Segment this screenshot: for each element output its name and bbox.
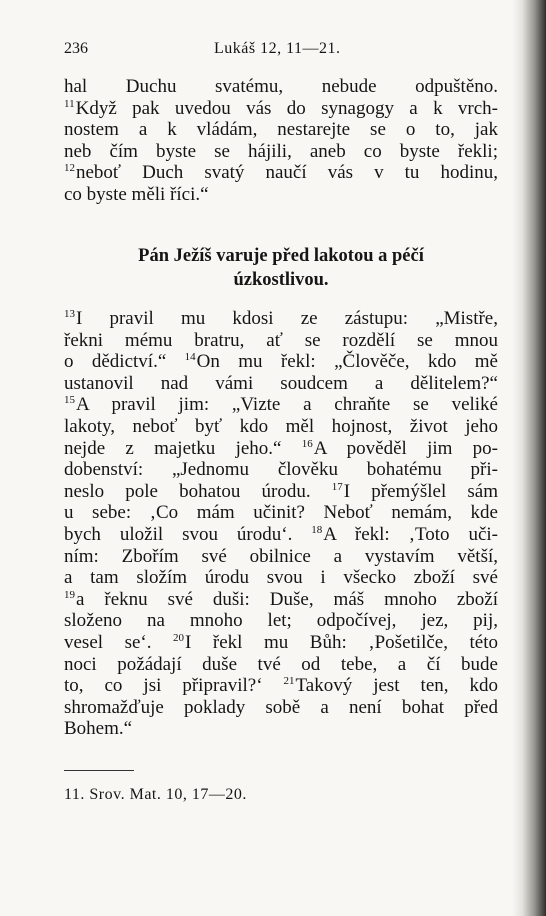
verse-number: 19 [64,588,75,601]
verse-text: Bohem.“ [64,718,133,740]
section-heading-line-1: Pán Ježíš varuje před lakotou a péčí [138,246,424,266]
top-paragraph-line [64,98,498,120]
verse-text: I pravil mu kdosi ze zástupu: „Mistře, [76,308,498,329]
body-paragraph-line [64,675,498,697]
body-paragraph-line [64,416,498,438]
verse-text: neboť Duch svatý naučí vás v tu hodinu, [76,162,498,183]
running-head: Lukáš 12, 11—21. [214,40,341,57]
verse-number: 16 [301,437,313,450]
top-paragraph-line [64,162,498,184]
verse-number: 17 [331,480,343,493]
verse-text: On mu řekl: „Člověče, kdo mě [196,351,498,373]
top-paragraph-line [64,141,498,163]
body-paragraph-line [64,373,498,395]
verse-number: 12 [64,162,75,174]
verse-text: neb čím byste se hájili, aneb co byste řekli; [64,140,498,162]
body-paragraph-line [64,351,498,373]
section-heading-line-2: úzkostlivou. [233,270,329,290]
verse-number: 13 [64,308,75,320]
verse-text: A řekl: ‚Toto uči- [323,523,498,545]
body-paragraph-line [64,610,498,632]
verse-number: 14 [184,351,196,364]
body-paragraph-line [64,394,498,416]
body-paragraph-line [64,632,498,654]
verse-text: hal Duchu svatému, nebude odpuštěno. [64,76,498,97]
verse-text: nostem a k vládám, nestarejte se o to, jak [64,119,498,140]
body-paragraph-line [64,654,498,676]
body-paragraph-line [64,567,498,589]
page-header [64,40,494,64]
verse-number: 15 [64,394,75,407]
top-paragraph-line [64,184,498,206]
top-paragraph-line [64,76,498,98]
top-paragraph [64,76,498,205]
page-number: 236 [64,40,88,57]
verse-text: I přemýšlel sám [343,480,498,502]
verse-text: ustanovil nad vámi soudcem a dělitelem?“ [64,372,498,394]
verse-text: dobenství: „Jednomu člověku bohatému při- [64,459,498,481]
footnote: 11. Srov. Mat. 10, 17—20. [64,786,247,803]
footnote-divider [64,770,134,771]
body-paragraph-line [64,481,498,503]
verse-text: A pravil jim: „Vizte a chraňte se veliké [76,394,498,416]
body-paragraph-line [64,524,498,546]
top-paragraph-line [64,119,498,141]
verse-number: 20 [173,631,185,644]
body-paragraph-line [64,589,498,611]
verse-number: 18 [311,523,323,536]
verse-number: 21 [283,675,295,688]
body-paragraph-line [64,718,498,740]
verse-text: a řeknu své duši: Duše, máš mnoho zboží [76,588,498,610]
verse-text: noci požádají duše tvé od tebe, a čí bude [64,653,498,675]
body-paragraph-line [64,330,498,352]
verse-text: shromažďuje poklady sobě a není bohat před [64,696,498,718]
verse-text: ním: Zbořím své obilnice a vystavím větší, [64,545,498,567]
verse-text: Takový jest ten, kdo [295,675,498,697]
body-paragraph-line [64,697,498,719]
body-paragraph-line [64,546,498,568]
verse-text: A pověděl jim po- [313,437,498,459]
body-paragraph-line [64,502,498,524]
verse-text: a tam složím úrodu svou i všecko zboží své [64,567,498,589]
verse-text: to, co jsi připravil?‘ [64,675,284,697]
verse-text: o dědictví.“ [64,351,185,373]
body-paragraph [64,308,498,740]
verse-text: I řekl mu Bůh: ‚Pošetilče, této [185,631,498,653]
verse-text: nejde z majetku jeho.“ [64,437,302,459]
verse-text: řekni mému bratru, ať se rozdělí se mnou [64,329,498,351]
verse-text: Když pak uvedou vás do synagogy a k vrch- [75,97,498,119]
verse-text: co byste měli říci.“ [64,183,209,205]
section-heading [64,244,498,292]
verse-text: lakoty, neboť byť kdo měl hojnost, život jeho [64,415,498,437]
verse-text: u sebe: ‚Co mám učinit? Neboť nemám, kde [64,502,498,524]
body-paragraph-line [64,438,498,460]
verse-number: 11 [64,97,75,110]
body-paragraph-line [64,308,498,330]
body-paragraph-line [64,459,498,481]
verse-text: neslo pole bohatou úrodu. [64,480,332,502]
verse-text: složeno na mnoho let; odpočívej, jez, pij, [64,610,498,632]
verse-text: vesel se‘. [64,631,174,653]
verse-text: bych uložil svou úrodu‘. [64,523,312,545]
page-binding-shadow [512,0,546,916]
